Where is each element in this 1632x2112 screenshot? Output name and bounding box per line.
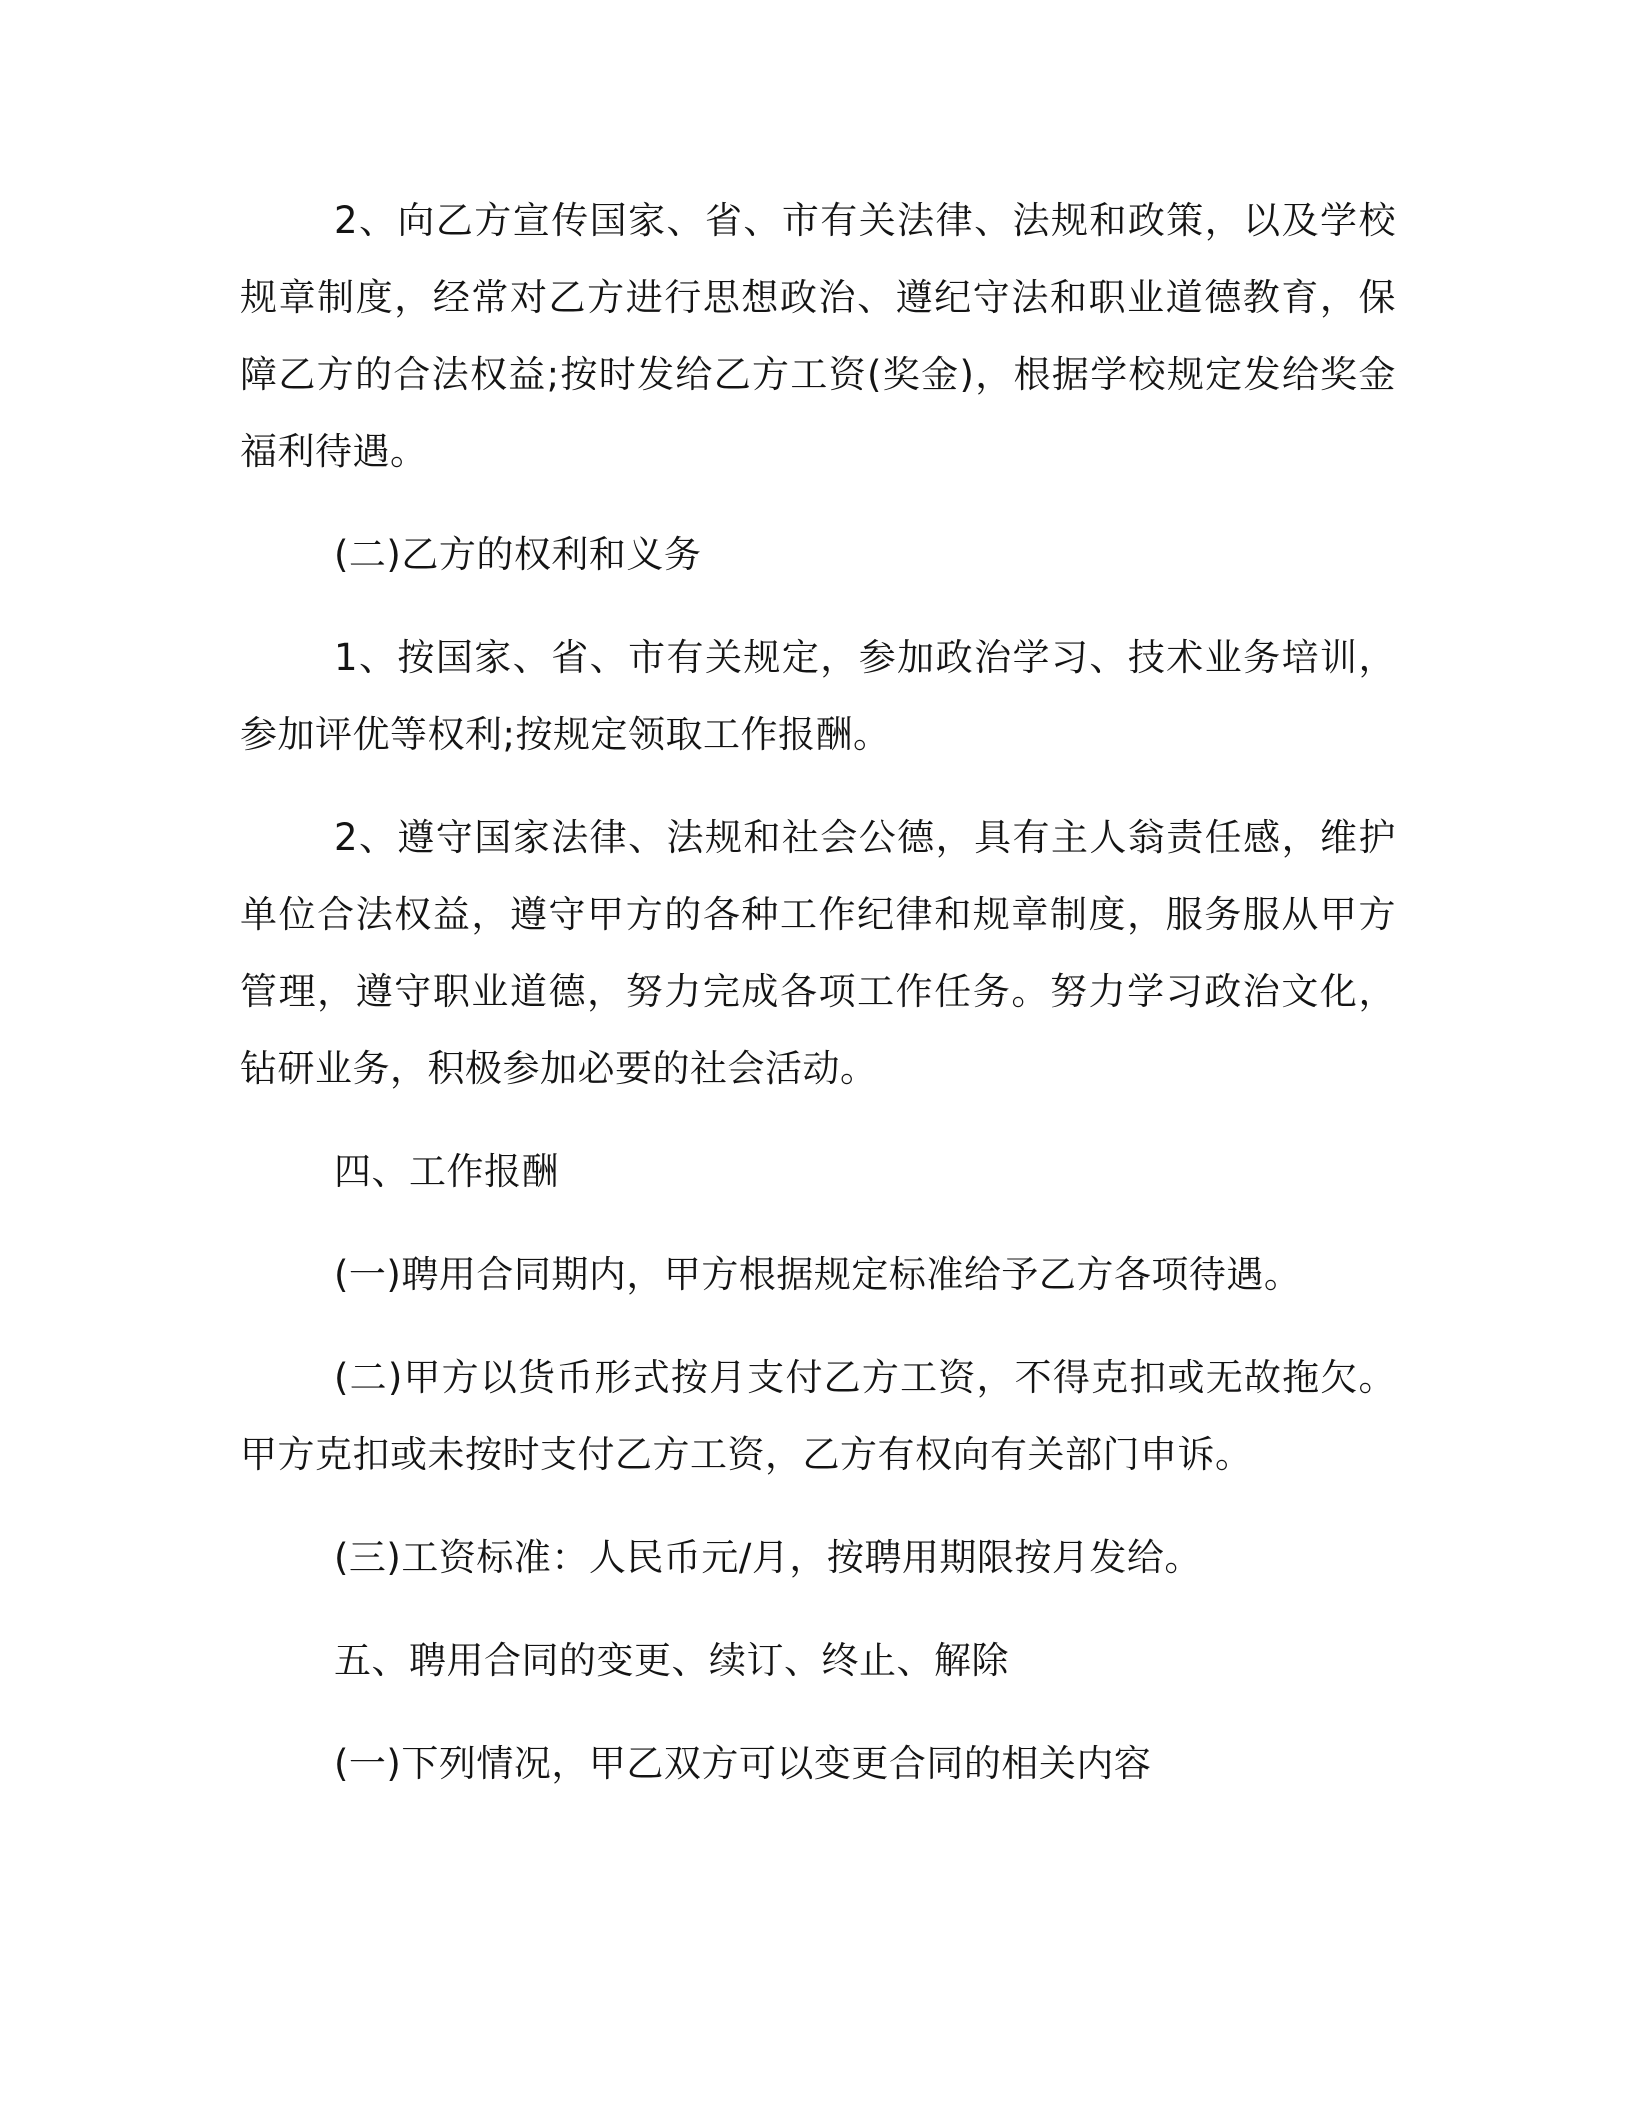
paragraph-remuneration-3: (三)工资标准：人民币元/月，按聘用期限按月发给。 [334,1536,1202,1579]
section-heading-remuneration: 四、工作报酬 [334,1150,559,1193]
section-heading-contract-changes: 五、聘用合同的变更、续订、终止、解除 [334,1639,1009,1682]
paragraph-party-a-duty-2: 2、向乙方宣传国家、省、市有关法律、法规和政策，以及学校规章制度，经常对乙方进行思想政治、遵纪守法和职业道德教育，保障乙方的合法权益;按时发给乙方工资(奖金)，根据学校规定发给奖金福利待遇。 [240,199,1396,473]
section-heading-party-b-rights: (二)乙方的权利和义务 [334,533,702,576]
paragraph-party-b-duty-2: 2、遵守国家法律、法规和社会公德，具有主人翁责任感，维护单位合法权益，遵守甲方的各种工作纪律和规章制度，服务服从甲方管理，遵守职业道德，努力完成各项工作任务。努力学习政治文化，钻研业务，积极参加必要的社会活动。 [240,816,1396,1090]
document-body [240,182,1396,1828]
paragraph-party-b-right-1: 1、按国家、省、市有关规定，参加政治学习、技术业务培训，参加评优等权利;按规定领取工作报酬。 [240,636,1396,756]
paragraph-remuneration-1: (一)聘用合同期内，甲方根据规定标准给予乙方各项待遇。 [334,1253,1302,1296]
paragraph-contract-changes-1: (一)下列情况，甲乙双方可以变更合同的相关内容 [334,1742,1152,1785]
paragraph-remuneration-2: (二)甲方以货币形式按月支付乙方工资，不得克扣或无故拖欠。甲方克扣或未按时支付乙方工资，乙方有权向有关部门申诉。 [240,1356,1396,1476]
